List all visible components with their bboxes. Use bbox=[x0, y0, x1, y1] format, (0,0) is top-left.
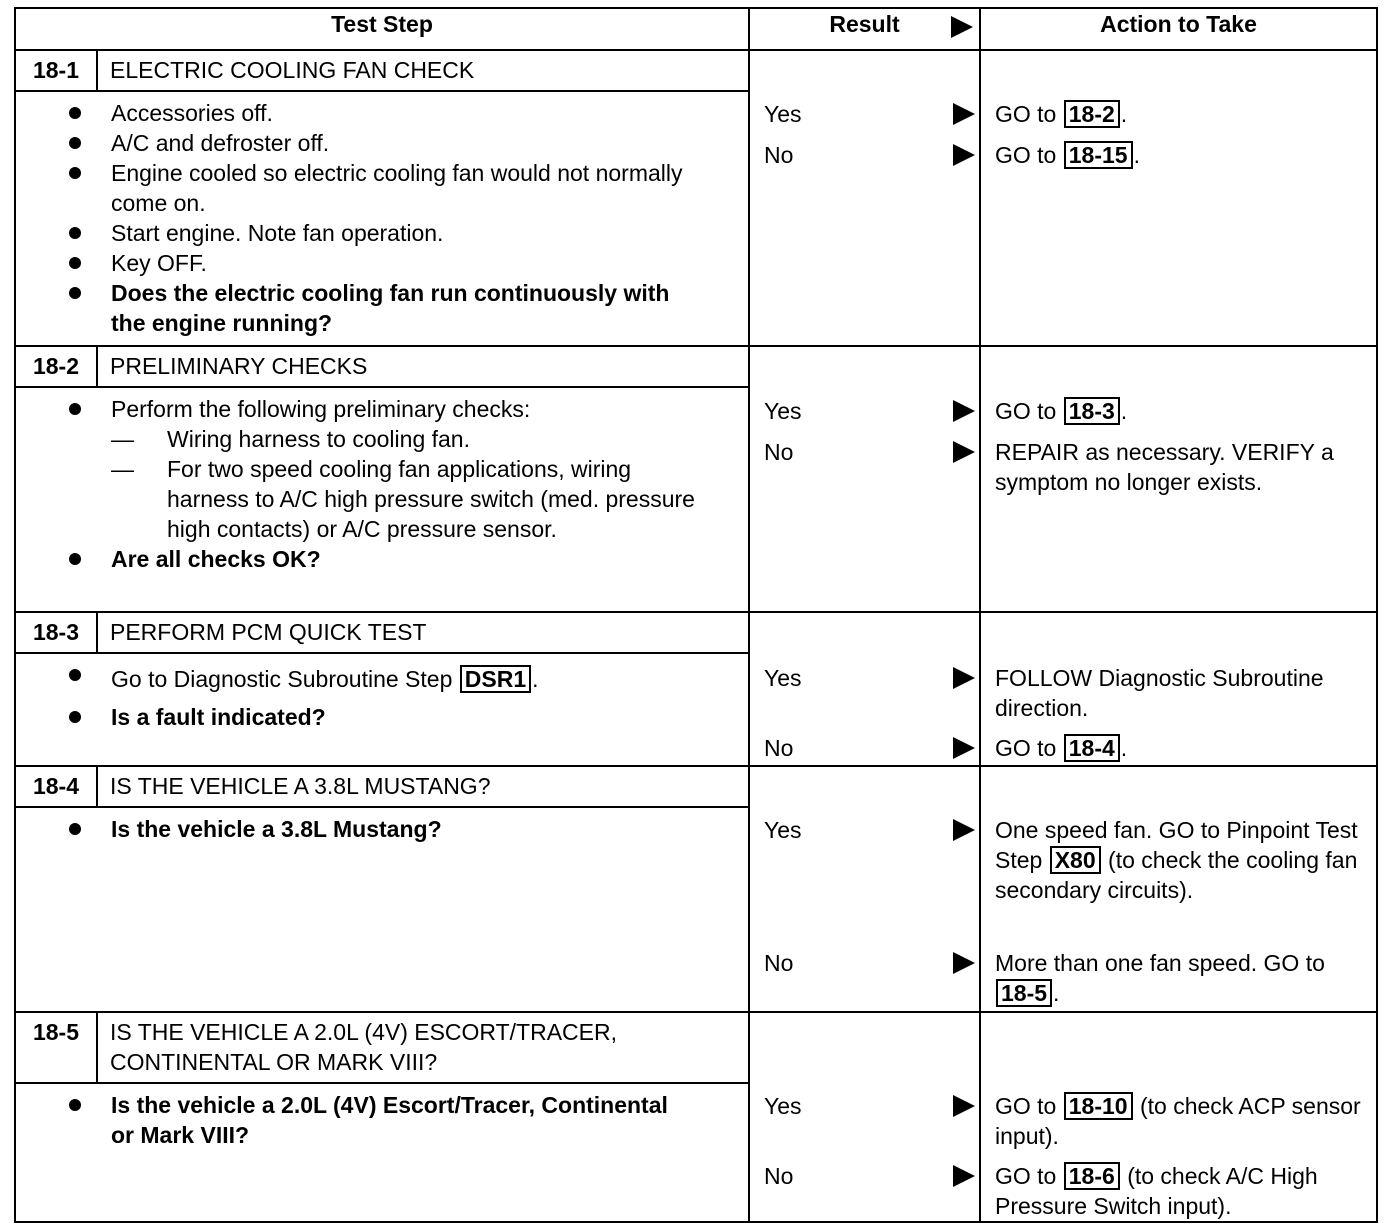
step-reference[interactable]: 18-15 bbox=[1064, 141, 1133, 169]
step-bullets bbox=[16, 1084, 748, 1152]
action-no bbox=[995, 948, 1370, 1008]
step-header bbox=[16, 613, 750, 654]
test-step-cell bbox=[15, 50, 749, 346]
action-text: . bbox=[1120, 735, 1128, 761]
table-header-row bbox=[15, 8, 1377, 50]
right-arrow-icon bbox=[953, 667, 975, 689]
step-header bbox=[16, 767, 750, 808]
right-arrow-icon bbox=[951, 16, 973, 38]
step-bullets bbox=[16, 808, 748, 846]
table-row-step-18-3 bbox=[15, 612, 1377, 766]
result-no: No bbox=[764, 439, 794, 465]
action-yes: FOLLOW Diagnostic Subroutine direction. bbox=[995, 665, 1324, 721]
sub-list bbox=[111, 424, 740, 544]
list-item-text: . bbox=[532, 666, 539, 692]
action-text: . bbox=[1120, 398, 1128, 424]
action-text: GO to bbox=[995, 101, 1057, 127]
table-row-step-18-4 bbox=[15, 766, 1377, 1012]
result-cell bbox=[749, 346, 980, 612]
right-arrow-icon bbox=[953, 1095, 975, 1117]
pinpoint-test-table bbox=[14, 7, 1378, 1223]
action-no: REPAIR as necessary. VERIFY a symptom no longer exists. bbox=[995, 439, 1334, 495]
right-arrow-icon bbox=[953, 819, 975, 841]
list-item-text: Perform the following preliminary checks: bbox=[111, 396, 531, 422]
list-item bbox=[111, 660, 740, 694]
sub-list-item: — For two speed cooling fan applications, wiring harness to A/C high pressure switch (med. pressure high contacts) or A/C pressure sensor. bbox=[167, 454, 740, 544]
list-item: Key OFF. bbox=[111, 248, 740, 278]
table-row-step-18-5 bbox=[15, 1012, 1377, 1222]
step-reference[interactable]: 18-10 bbox=[1064, 1092, 1133, 1120]
action-cell bbox=[980, 50, 1377, 346]
step-title: PERFORM PCM QUICK TEST bbox=[110, 619, 427, 645]
action-yes bbox=[995, 99, 1370, 129]
result-no: No bbox=[764, 735, 794, 761]
step-number: 18-3 bbox=[16, 613, 98, 652]
step-title: PRELIMINARY CHECKS bbox=[110, 353, 368, 379]
action-yes bbox=[995, 815, 1370, 905]
action-text: . bbox=[1133, 142, 1140, 168]
result-no: No bbox=[764, 1163, 794, 1189]
action-text: More than one fan speed. GO to bbox=[995, 950, 1325, 976]
action-text: One speed fan. GO to Pinpoint Test Step bbox=[995, 817, 1358, 873]
result-no: No bbox=[764, 142, 794, 168]
step-header bbox=[16, 1013, 750, 1084]
step-reference[interactable]: 18-3 bbox=[1064, 397, 1120, 425]
action-text: GO to bbox=[995, 735, 1057, 761]
right-arrow-icon bbox=[953, 103, 975, 125]
action-cell bbox=[980, 1012, 1377, 1222]
table-row-step-18-1 bbox=[15, 50, 1377, 346]
result-cell bbox=[749, 612, 980, 766]
step-reference[interactable]: 18-5 bbox=[996, 979, 1052, 1007]
list-item: Start engine. Note fan operation. bbox=[111, 218, 740, 248]
step-question: Does the electric cooling fan run continuously with the engine running? bbox=[111, 278, 740, 338]
header-action: Action to Take bbox=[980, 8, 1377, 50]
right-arrow-icon bbox=[953, 952, 975, 974]
action-no bbox=[995, 733, 1370, 763]
step-header bbox=[16, 51, 750, 92]
result-yes: Yes bbox=[764, 101, 802, 127]
header-test-step: Test Step bbox=[15, 8, 749, 50]
header-result-label: Result bbox=[829, 11, 900, 37]
header-result bbox=[749, 8, 980, 50]
right-arrow-icon bbox=[953, 737, 975, 759]
right-arrow-icon bbox=[953, 441, 975, 463]
action-no bbox=[995, 140, 1370, 170]
sub-list-item: — Wiring harness to cooling fan. bbox=[167, 424, 740, 454]
list-item-text: Go to Diagnostic Subroutine Step bbox=[111, 666, 453, 692]
action-text: GO to bbox=[995, 1163, 1057, 1189]
test-step-cell bbox=[15, 766, 749, 1012]
list-item: Accessories off. bbox=[111, 98, 740, 128]
action-cell bbox=[980, 612, 1377, 766]
step-reference[interactable]: 18-6 bbox=[1064, 1162, 1120, 1190]
result-cell bbox=[749, 766, 980, 1012]
step-reference[interactable]: 18-4 bbox=[1064, 734, 1120, 762]
step-reference[interactable]: DSR1 bbox=[460, 665, 531, 693]
action-text: GO to bbox=[995, 1093, 1057, 1119]
step-question: Is a fault indicated? bbox=[111, 702, 740, 732]
result-cell bbox=[749, 1012, 980, 1222]
result-cell bbox=[749, 50, 980, 346]
action-text: (to check ACP sensor input). bbox=[995, 1093, 1361, 1149]
action-no bbox=[995, 1161, 1370, 1221]
action-yes bbox=[995, 396, 1370, 426]
test-step-cell bbox=[15, 346, 749, 612]
step-number: 18-4 bbox=[16, 767, 98, 806]
step-bullets bbox=[16, 388, 748, 576]
step-question: Are all checks OK? bbox=[111, 544, 740, 574]
step-title: IS THE VEHICLE A 3.8L MUSTANG? bbox=[110, 773, 491, 799]
action-cell bbox=[980, 346, 1377, 612]
result-yes: Yes bbox=[764, 398, 802, 424]
test-step-cell bbox=[15, 1012, 749, 1222]
step-title: ELECTRIC COOLING FAN CHECK bbox=[110, 57, 475, 83]
action-text: GO to bbox=[995, 142, 1057, 168]
step-bullets bbox=[16, 92, 748, 340]
step-header bbox=[16, 347, 750, 388]
step-title: IS THE VEHICLE A 2.0L (4V) ESCORT/TRACER, CONTINENTAL OR MARK VIII? bbox=[110, 1019, 618, 1075]
step-bullets bbox=[16, 654, 748, 734]
result-yes: Yes bbox=[764, 665, 802, 691]
test-step-cell bbox=[15, 612, 749, 766]
action-text: . bbox=[1053, 980, 1060, 1006]
right-arrow-icon bbox=[953, 1165, 975, 1187]
action-text: (to check the cooling fan secondary circuits). bbox=[995, 847, 1358, 903]
action-yes bbox=[995, 1091, 1370, 1151]
action-text: GO to bbox=[995, 398, 1057, 424]
step-number: 18-1 bbox=[16, 51, 98, 90]
action-text: (to check A/C High Pressure Switch input). bbox=[995, 1163, 1318, 1219]
right-arrow-icon bbox=[953, 400, 975, 422]
result-yes: Yes bbox=[764, 1093, 802, 1119]
right-arrow-icon bbox=[953, 144, 975, 166]
step-question: Is the vehicle a 3.8L Mustang? bbox=[111, 814, 740, 844]
step-number: 18-5 bbox=[16, 1013, 98, 1082]
result-yes: Yes bbox=[764, 817, 802, 843]
step-question: Is the vehicle a 2.0L (4V) Escort/Tracer, Continental or Mark VIII? bbox=[111, 1090, 740, 1150]
action-text: . bbox=[1120, 101, 1128, 127]
list-item bbox=[111, 394, 740, 544]
step-reference[interactable]: X80 bbox=[1050, 846, 1101, 874]
step-number: 18-2 bbox=[16, 347, 98, 386]
result-no: No bbox=[764, 950, 794, 976]
list-item: A/C and defroster off. bbox=[111, 128, 740, 158]
list-item: Engine cooled so electric cooling fan would not normally come on. bbox=[111, 158, 740, 218]
step-reference[interactable]: 18-2 bbox=[1064, 100, 1120, 128]
action-cell bbox=[980, 766, 1377, 1012]
table-row-step-18-2 bbox=[15, 346, 1377, 612]
